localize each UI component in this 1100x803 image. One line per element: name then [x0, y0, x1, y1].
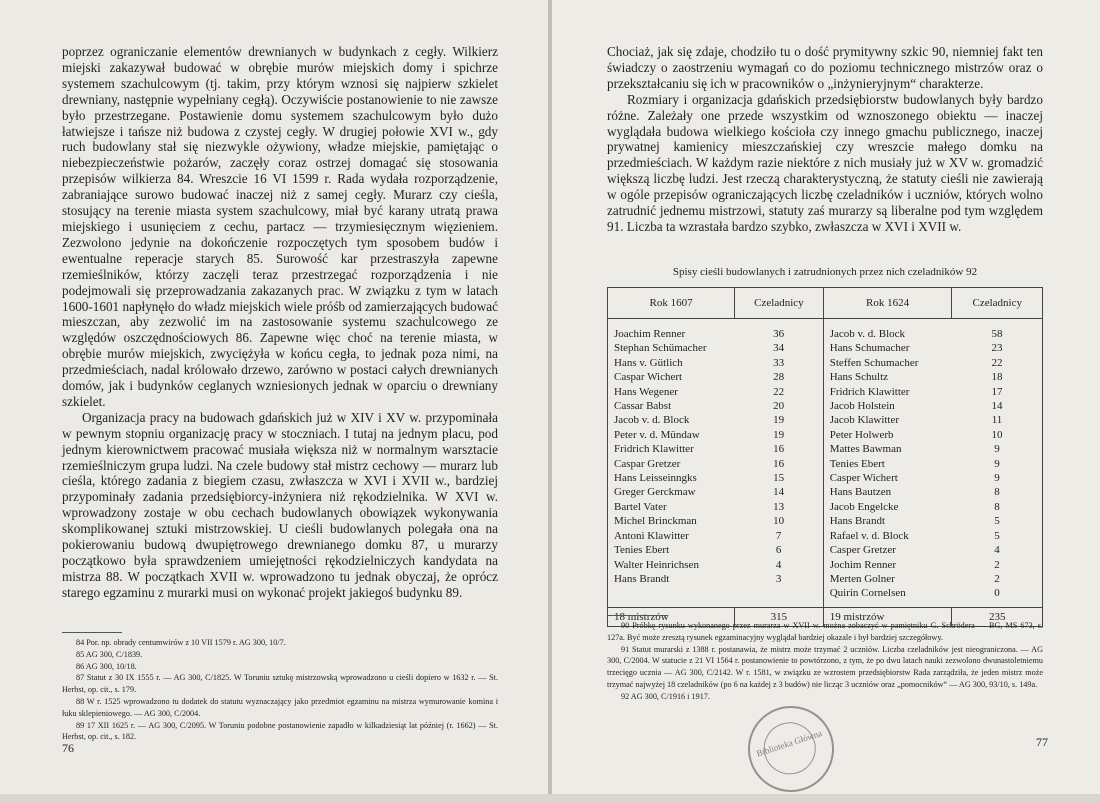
count-1624: 17 — [952, 385, 1043, 399]
name-1624: Jacob v. d. Block — [829, 328, 906, 340]
name-1624: Rafael v. d. Block — [829, 529, 909, 542]
count-1607: 4 — [735, 558, 824, 572]
table-caption: Spisy cieśli budowlanych i zatrudnionych przez nich czeladników 92 — [672, 266, 978, 278]
header-journeymen-1624: Czeladnicy — [952, 288, 1043, 319]
right-footnotes — [607, 615, 1043, 703]
count-1624: 18 — [952, 370, 1043, 384]
count-1607: 6 — [735, 543, 824, 557]
name-1624: Hans Schumacher — [829, 342, 910, 355]
table-row — [608, 341, 1043, 355]
name-1607: Jacob v. d. Block — [608, 413, 735, 427]
table-row — [608, 385, 1043, 399]
table-row — [608, 442, 1043, 456]
name-1607 — [608, 586, 735, 607]
name-1607: Hans Wegener — [608, 385, 735, 399]
count-1624: 4 — [952, 543, 1043, 557]
table-row — [608, 558, 1043, 572]
count-1624: 14 — [952, 399, 1043, 413]
count-1624: 5 — [952, 514, 1043, 528]
name-1607: Peter v. d. Mündaw — [608, 428, 735, 442]
name-1607: Caspar Gretzer — [608, 457, 735, 471]
count-1607: 15 — [735, 471, 824, 485]
table-row — [608, 370, 1043, 384]
name-1607: Antoni Klawitter — [608, 529, 735, 543]
footnote-84: 84 Por. np. obrady centumwirów z 10 VII 1579 r. AG 300, 10/7. — [76, 638, 286, 647]
table-row — [608, 356, 1043, 370]
name-1607: Joachim Renner — [608, 319, 735, 342]
name-1624: Hans Brandt — [829, 515, 885, 528]
name-1607: Tenies Ebert — [608, 543, 735, 557]
table-row — [608, 457, 1043, 471]
name-1607: Michel Brinckman — [608, 514, 735, 528]
table-row — [608, 428, 1043, 442]
stamp-text: Biblioteka Główna — [755, 727, 824, 759]
count-1624: 58 — [952, 319, 1043, 342]
total-masters-1624: 19 mistrzów — [823, 607, 952, 626]
count-1607: 16 — [735, 457, 824, 471]
table-row — [608, 413, 1043, 427]
total-masters-1607: 18 mistrzów — [608, 607, 735, 626]
name-1607: Hans v. Gütlich — [608, 356, 735, 370]
carpenters-table — [607, 287, 1043, 627]
header-year-1624: Rok 1624 — [823, 288, 952, 319]
count-1607: 36 — [735, 319, 824, 342]
name-1624: Quirin Cornelsen — [823, 586, 952, 607]
name-1624: Merten Golner — [829, 572, 895, 585]
count-1624: 23 — [952, 341, 1043, 355]
name-1624: Jacob Holstein — [829, 400, 895, 413]
name-1607: Walter Heinrichsen — [608, 558, 735, 572]
footnote-87: 87 Statut z 30 IX 1555 r. — AG 300, C/1825. W Toruniu sztukę mistrzowską wprowadzono u cieśli dopiero w 1632 r. — St. Herbst, op. cit., s. 179. — [62, 673, 498, 695]
header-year-1607: Rok 1607 — [608, 288, 735, 319]
name-1607: Caspar Wichert — [608, 370, 735, 384]
table-row — [608, 529, 1043, 543]
name-1624: Hans Schultz — [829, 371, 889, 384]
right-body-text — [607, 44, 1043, 235]
name-1624: Mattes Bawman — [829, 443, 902, 456]
left-paragraph-1: poprzez ograniczanie elementów drewnianych w budynkach z cegły. Wilkierz miejski zakazywał budować w obrębie murów miejskich domy i spichrze systemem szachulcowym (tj. takim, przy którym wznosi się najpierw szkielet drewniany, następnie wypełniany cegłą). Oczywiście postanowienie to nie zawsze było przestrzegane. Postawienie domu systemem szachulcowym było dużo łatwiejsze i tańsze niż budowa z czystej cegły. W drugiej połowie XVI w., gdy ruch budowlany stał się niezwykle ożywiony, władze miejskie, pamiętając o niebezpieczeństwie pożarów, zaczęły coraz ostrzej domagać się stosowania przepisów wilkierza 84. Wreszcie 16 VI 1599 r. Rada wydała rozporządzenie, zabraniające surowo budować inaczej niż z samej cegły. Murarz czy cieśla, stosujący na terenie miasta system szachulcowy, miał być karany utratą prawa miejskiego i usunięciem z cechu, partacz — trzymiesięcznym więzieniem. Zezwolono jedynie na dokończenie rozpoczętych tym sposobem budów i ewentualne reperacje starych 85. Surowość kar przestraszyła zapewne rzemieślników, którzy zaczęli teraz przestrzegać rozporządzenia i nie podejmowali się przeprowadzania zakazanych prac. W związku z tym w latach 1600-1601 napłynęło do władz miejskich wiele próśb od zamierzających budować mieszczan, aby zezwolić im na zastosowanie systemu szachulcowego ze względów oszczędnościowych 86. Zapewne więc choć na terenie miasta, w obrębie murów miejskich, zwyciężyła w końcu cegła, to jednak poza nimi, na przedmieściach, nadal królowało drzewo, zarówno w postaci całych drewnianych domów, jak i budynków ceglanych wzniesionych jednak w oparciu o drewniany szkielet. — [62, 44, 498, 409]
count-1624: 11 — [952, 413, 1043, 427]
left-footnotes — [62, 632, 498, 743]
table-row — [608, 399, 1043, 413]
footnote-88: 88 W r. 1525 wprowadzono tu dodatek do statutu wyznaczający jako przedmiot egzaminu na mistrza wymurowanie komina i łuku sklepieniowego. — AG 300, C/2004. — [62, 696, 498, 718]
count-1624: 2 — [952, 558, 1043, 572]
table-body — [608, 319, 1043, 608]
count-1607: 19 — [735, 413, 824, 427]
left-body-text — [62, 44, 498, 601]
name-1624: Casper Gretzer — [829, 544, 896, 557]
name-1624: Hans Bautzen — [829, 486, 892, 499]
name-1607: Hans Leisseinngks — [608, 471, 735, 485]
count-1607: 16 — [735, 442, 824, 456]
name-1624: Jochim Renner — [829, 558, 896, 571]
count-1607: 14 — [735, 485, 824, 499]
count-1607: 22 — [735, 385, 824, 399]
count-1607 — [735, 586, 824, 607]
footnote-rule — [607, 615, 667, 616]
count-1607: 7 — [735, 529, 824, 543]
table-row — [608, 319, 1043, 342]
name-1607: Cassar Babst — [608, 399, 735, 413]
table-row — [608, 586, 1043, 607]
count-1624: 0 — [952, 586, 1043, 607]
name-1607: Fridrich Klawitter — [608, 442, 735, 456]
table-row — [608, 572, 1043, 586]
footnote-90: 90 Próbkę rysunku wykonanego przez murarza w XVII w. można zobaczyć w pamiętniku G. Schrödera — BG, MS 673, s. 127a. Być może zresztą rysunek egzaminacyjny wyglądał bardziej okazale i był bardziej szczegółowy. — [607, 621, 1043, 642]
right-paragraph-2: Rozmiary i organizacja gdańskich przedsiębiorstw budowlanych były bardzo różne. Zależały one przede wszystkim od wznoszonego obiektu — inaczej wyglądała budowa wielkiego kościoła czy innego gmachu publicznego, inaczej prywatnej kamienicy mieszczańskiej czy wreszcie małego domku na przedmieściach. W każdym razie niektóre z nich musiały już w XV w. gromadzić większą liczbę ludzi. Jest rzeczą charakterystyczną, że statuty cieśli nie zawierają w ogóle przepisów ograniczających liczbę czeladników i uczniów, których wolno zatrudnić jednemu mistrzowi, statuty zaś murarzy są liberalne pod tym względem 91. Liczba ta wzrastała bardzo szybko, zwłaszcza w XVI i XVII w. — [607, 91, 1043, 234]
name-1624: Jacob Klawitter — [829, 414, 900, 427]
left-page — [0, 0, 548, 794]
count-1624: 2 — [952, 572, 1043, 586]
table-row — [608, 543, 1043, 557]
total-journeymen-1624: 235 — [952, 607, 1043, 626]
count-1607: 10 — [735, 514, 824, 528]
count-1607: 3 — [735, 572, 824, 586]
count-1607: 13 — [735, 500, 824, 514]
table-row — [608, 500, 1043, 514]
count-1607: 33 — [735, 356, 824, 370]
name-1624: Fridrich Klawitter — [829, 385, 910, 398]
right-page — [552, 0, 1100, 794]
name-1624: Peter Holwerb — [829, 428, 894, 441]
count-1624: 9 — [952, 457, 1043, 471]
header-journeymen-1607: Czeladnicy — [735, 288, 824, 319]
count-1607: 20 — [735, 399, 824, 413]
count-1624: 9 — [952, 442, 1043, 456]
count-1607: 28 — [735, 370, 824, 384]
page-number-right: 77 — [1036, 735, 1048, 749]
table-row — [608, 471, 1043, 485]
footnote-91: 91 Statut murarski z 1388 r. postanawia, że mistrz może trzymać 2 uczniów. Liczba czeladników jest nieograniczona. — AG 300, C/2004. W statucie z 21 VI 1564 r. postanowienie to powtórzono, z tym, że po dwu latach nauki zezwolono dwunastoletniemu trzecięgo ucznia — AG 300, C/2142. W r. 1581, w związku ze wzrostem przedsiębiorstw Rada zarządziła, że jeden mistrz może trzymać najwyżej 18 czeladników (po 6 na każdej z 3 budów) nie licząc 3 uczniów oraz „pomocników“ — AG 300, 93/10, s. 149a. — [607, 644, 1043, 689]
name-1607: Greger Gerckmaw — [608, 485, 735, 499]
count-1607: 19 — [735, 428, 824, 442]
total-journeymen-1607: 315 — [735, 607, 824, 626]
footnote-92: 92 AG 300, C/1916 i 1917. — [621, 691, 710, 701]
table-row — [608, 485, 1043, 499]
name-1607: Hans Brandt — [608, 572, 735, 586]
name-1624: Jacob Engelcke — [829, 500, 899, 513]
count-1624: 22 — [952, 356, 1043, 370]
name-1607: Stephan Schümacher — [608, 341, 735, 355]
count-1624: 8 — [952, 500, 1043, 514]
footnote-89: 89 17 XII 1625 r. — AG 300, C/2095. W Toruniu podobne postanowienie zapadło w kilkadziesiąt lat później (r. 1662) — St. Herbst, op. cit., s. 182. — [62, 720, 498, 742]
count-1624: 8 — [952, 485, 1043, 499]
count-1624: 10 — [952, 428, 1043, 442]
name-1624: Steffen Schumacher — [829, 356, 919, 369]
footnote-85: 85 AG 300, C/1839. — [76, 649, 143, 659]
footnote-rule — [62, 632, 122, 633]
name-1624: Casper Wichert — [829, 472, 898, 485]
table-row — [608, 514, 1043, 528]
count-1624: 5 — [952, 529, 1043, 543]
left-paragraph-2: Organizacja pracy na budowach gdańskich już w XIV i XV w. przypominała w pewnym stopniu organizację pracy w stoczniach. I tutaj na jednym placu, pod jednym kierownictwem pracować musiała większa niż w normalnym warsztacie rzemieślniczym grupa ludzi. Na czele budowy stał mistrz cechowy — murarz lub cieśla, którego zadania z biegiem czasu, zwłaszcza w XVI i XVII w., bardziej przypominały zadania przedsiębiorcy-inżyniera niż rękodzielnika. W XVI w. wprowadzony zostaje w obu cechach budowlanych obowiązek wykonywania skomplikowanej sztuki mistrzowskiej. U cieśli budowlanych polegała ona na pokierowaniu budową dwupiętrowego drewnianego domku 87, u murarzy początkowo była sprawdzeniem umiejętności rękodzielniczych kandydata na mistrza 88. W początkach XVII w. wprowadzono tu jednak obyczaj, że oprócz starego egzaminu z murarki musi on wykonać projekt jakiegoś budynku 89. — [62, 409, 498, 600]
count-1624: 9 — [952, 471, 1043, 485]
count-1607: 34 — [735, 341, 824, 355]
name-1624: Tenies Ebert — [829, 457, 885, 470]
name-1607: Bartel Vater — [608, 500, 735, 514]
right-paragraph-1: Chociaż, jak się zdaje, chodziło tu o dość prymitywny szkic 90, niemniej fakt ten świadczy o zaostrzeniu wymagań co do poziomu technicznego mistrzów oraz o przekształcaniu się ich w pracowników o „inżynieryjnym“ charakterze. — [607, 44, 1043, 91]
footnote-86: 86 AG 300, 10/18. — [76, 661, 137, 671]
page-number-left: 76 — [62, 741, 74, 755]
